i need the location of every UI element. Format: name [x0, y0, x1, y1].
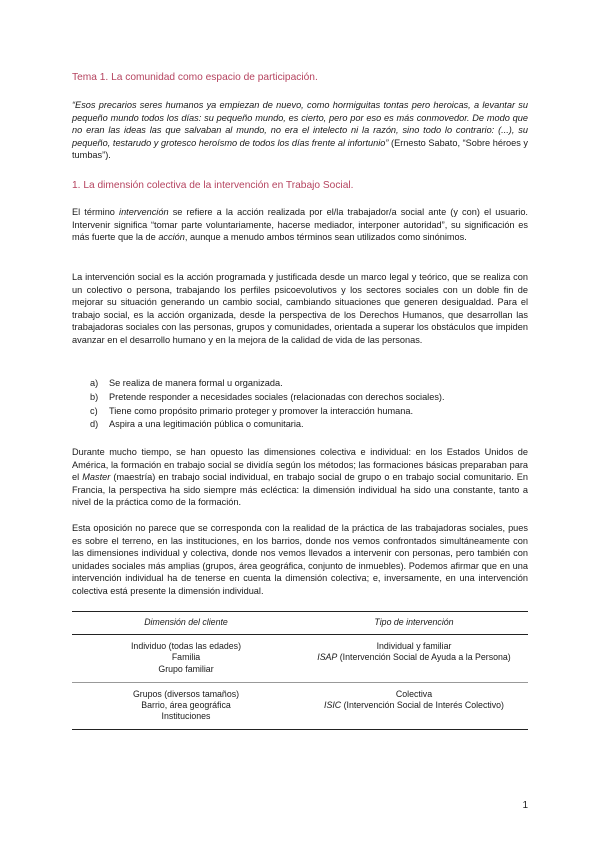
table-row	[72, 682, 528, 730]
intervention-type-cell	[300, 635, 528, 683]
section-title: 1. La dimensión colectiva de la intervención en Trabajo Social.	[72, 180, 354, 191]
cell-line: Colectiva	[395, 688, 433, 699]
p1-text-3: , aunque a menudo ambos términos sean utilizados como sinónimos.	[184, 232, 467, 243]
cell-line: Grupo familiar	[158, 663, 214, 674]
column-header-intervention-type: Tipo de intervención	[300, 612, 528, 635]
cell-line: Grupos (diversos tamaños)	[132, 688, 240, 699]
p3-text-1: Durante mucho tiempo, se han opuesto las dimensiones colectiva e individual: en los Estados Unidos de América, la formación en trabajo social se dividía según los métodos; las formaciones básicas preparaban para el	[72, 447, 528, 483]
p1-text-2: se refiere a la acción realizada por el/la trabajador/a social ante (y con) el usuario. Intervenir significa “tomar parte voluntariamente, hacerse mediador, interponer autoridad”, su significación es más fuerte que la de	[72, 207, 528, 243]
list-item-text: Pretende responder a necesidades sociales (relacionadas con derechos sociales).	[109, 391, 445, 402]
paragraph-social-intervention: La intervención social es la acción programada y justificada desde un marco legal y teórico, que se realiza con un colectivo o persona, trabajando los perfiles psicoevolutivos y los sectores sociales con un doble fin de mejorar su situación generando un cambio social, cambiando situaciones que generen desigualdad. Para el trabajo social, es la acción organizada, desde la perspectiva de los Derechos Humanos, que desarrollan las trabajadoras sociales con las personas, grupos y comunidades, orientada a superar los obstáculos que impiden avanzar en el desarrollo humano y en la mejora de la calidad de vida de las personas.	[72, 272, 528, 345]
p3-term-master: Master	[82, 472, 111, 483]
table-header-row	[72, 612, 528, 635]
paragraph-practice-reality: Esta oposición no parece que se corresponda con la realidad de la práctica de las trabajadoras sociales, pues es sobre el terreno, en las instituciones, en los barrios, donde nos vemos confrontados simultáneamente con las dimensiones individual y colectiva, donde nos vemos llevados a intervenir con personas, pero también con unidades sociales más amplias (grupos, área geográfica, conjunto de inmuebles). Podemos afirmar que en una intervención individual ha de tenerse en cuenta la dimensión colectiva; e, inversamente, en una intervención colectiva está presente la dimensión individual.	[72, 523, 528, 596]
page-number: 1	[522, 800, 528, 811]
list-marker: d)	[90, 419, 99, 430]
p1-term-accion: acción	[158, 232, 185, 243]
list-item	[90, 418, 445, 432]
cell-line: Familia	[171, 652, 201, 663]
list-marker: c)	[90, 405, 98, 416]
epigraph-quote	[72, 99, 528, 162]
list-item	[90, 405, 445, 419]
intervention-description: (Intervención Social de Ayuda a la Persona)	[337, 652, 511, 663]
list-item-text: Se realiza de manera formal u organizada.	[109, 378, 283, 388]
list-item	[90, 391, 445, 405]
column-header-client-dimension: Dimensión del cliente	[72, 612, 300, 635]
topic-title: Tema 1. La comunidad como espacio de participación.	[72, 72, 318, 83]
intervention-dimensions-table	[72, 611, 528, 730]
list-marker: b)	[90, 391, 99, 402]
cell-line	[300, 700, 528, 711]
p1-term-intervencion: intervención	[119, 207, 169, 217]
cell-line: Individual y familiar	[376, 641, 452, 652]
paragraph-opposed-dimensions	[72, 446, 528, 509]
cell-line: Individuo (todas las edades)	[130, 641, 242, 652]
client-dimension-cell	[72, 682, 300, 730]
intervention-type-cell	[300, 682, 528, 730]
cell-line	[300, 652, 528, 663]
paragraph-intervention-definition	[72, 206, 528, 244]
list-marker: a)	[90, 378, 99, 388]
list-item	[90, 377, 445, 391]
intervention-abbreviation: ISIC	[324, 700, 342, 711]
intervention-abbreviation: ISAP	[317, 652, 338, 663]
p3-text-2: (maestría) en trabajo social individual, en trabajo social de grupo o en trabajo social comunitario. En Francia, la perspectiva ha sido siempre más ecléctica: la dimensión individual ha sido una constante, tanto a nivel de la práctica como de la formación.	[72, 472, 528, 508]
quote-attribution: (Ernesto Sabato, “Sobre héroes y tumbas”).	[72, 137, 529, 161]
list-item-text: Tiene como propósito primario proteger y promover la interacción humana.	[109, 405, 414, 416]
characteristics-list	[90, 377, 445, 432]
cell-line: Barrio, área geográfica	[141, 700, 231, 711]
p1-text-1: El término	[72, 207, 120, 217]
cell-line: Instituciones	[161, 711, 211, 722]
quote-text: “Esos precarios seres humanos ya empiezan de nuevo, como hormiguitas tontas pero heroicas, a levantar su pequeño mundo todos los días: su pequeño mundo, es cierto, pero por eso es más conmovedor. De modo que no eran las ideas las que salvaban al mundo, no era el intelecto ni la razón, sino todo lo contrario: (...), su pequeño, testarudo y grotesco heroísmo de todos los días frente al infortunio”	[72, 100, 528, 148]
table-row	[72, 635, 528, 683]
list-item-text: Aspira a una legitimación pública o comunitaria.	[109, 419, 304, 430]
intervention-description: (Intervención Social de Interés Colectivo)	[341, 700, 504, 711]
client-dimension-cell	[72, 635, 300, 683]
